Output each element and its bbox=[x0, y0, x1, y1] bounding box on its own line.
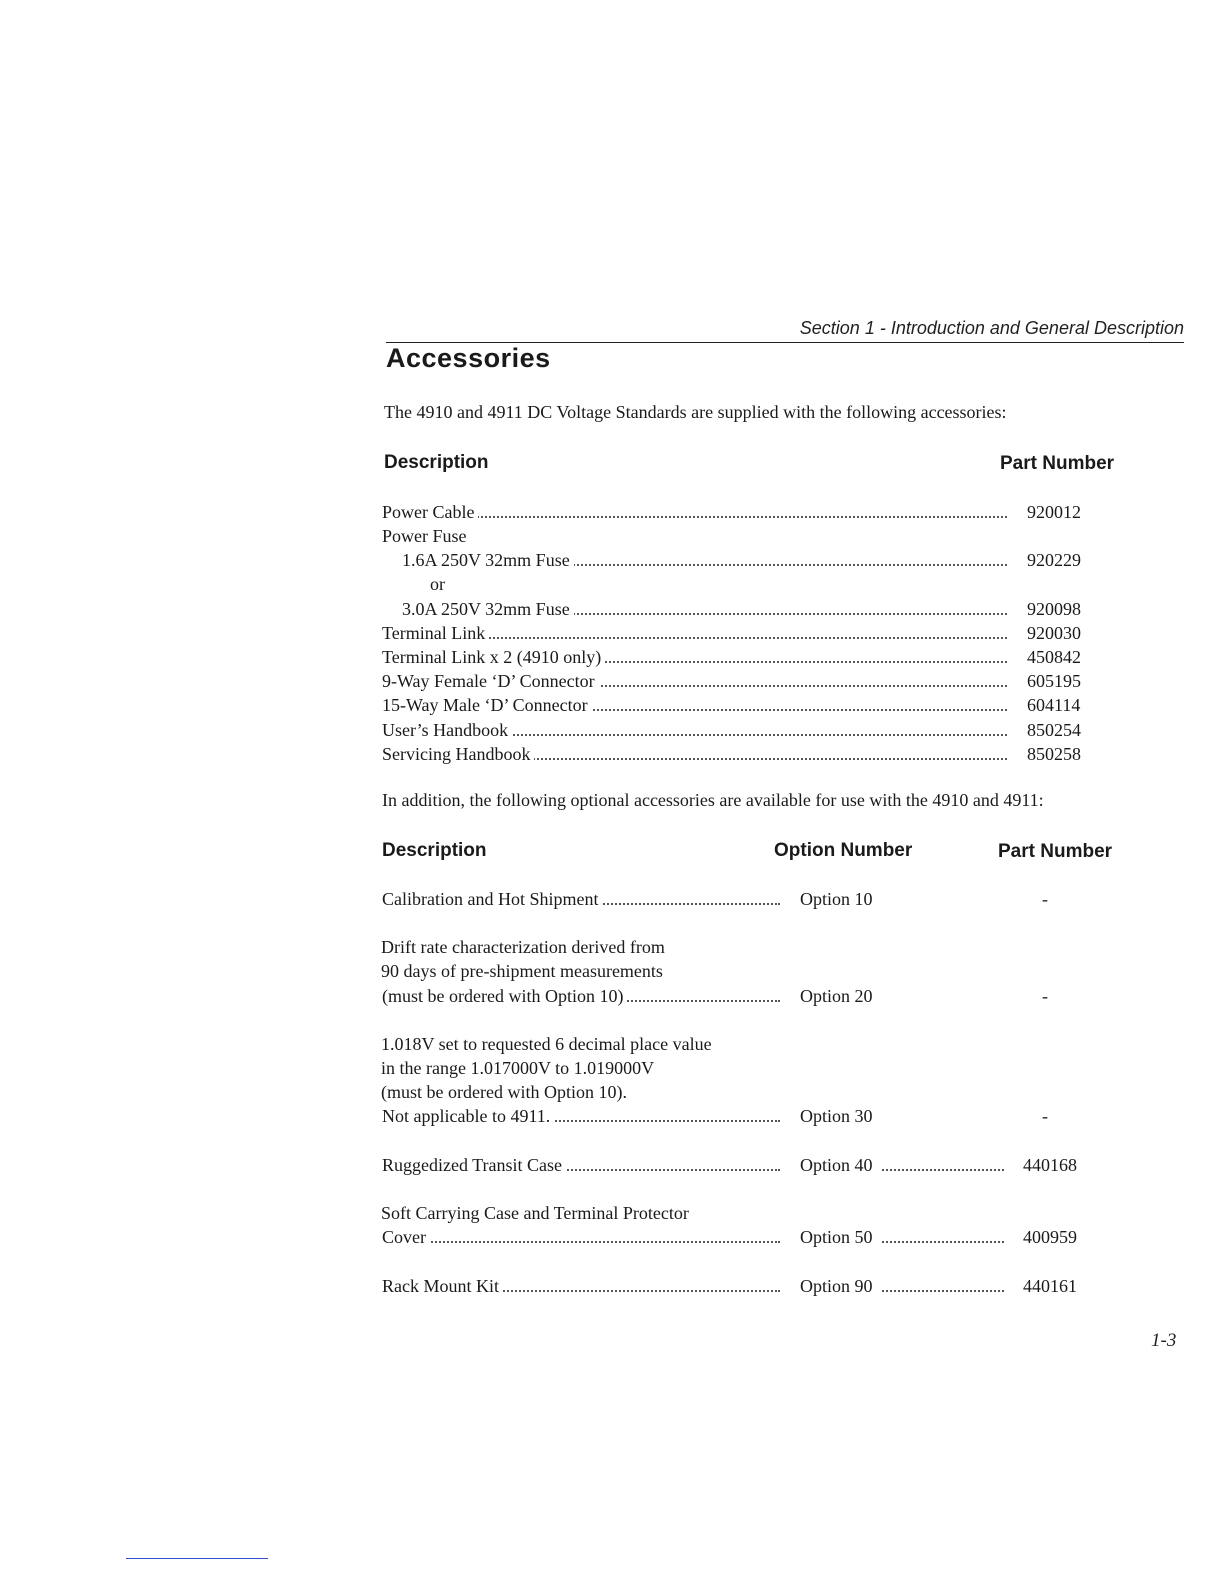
option-number: Option 30 bbox=[800, 1106, 873, 1126]
addition-paragraph: In addition, the following optional accessories are available for use with the 4910 and 4911: bbox=[382, 790, 1044, 810]
part-number: 920229 bbox=[1027, 550, 1081, 570]
table2-row-option-20 bbox=[382, 984, 1182, 1008]
table2-row-option-40 bbox=[382, 1153, 1182, 1177]
item-label: 15-Way Male ‘D’ Connector bbox=[382, 693, 592, 717]
item-label: Cover bbox=[382, 1225, 430, 1249]
part-number: 920012 bbox=[1027, 502, 1081, 522]
leader-dots bbox=[392, 516, 1007, 518]
item-label: User’s Handbook bbox=[382, 718, 512, 742]
table1-part-header: Part Number bbox=[1000, 453, 1115, 474]
leader-dots bbox=[392, 1241, 780, 1243]
page-title: Accessories bbox=[386, 343, 551, 373]
part-number: - bbox=[1042, 1106, 1048, 1126]
table2-row-option-90 bbox=[382, 1274, 1182, 1298]
part-number: 605195 bbox=[1027, 671, 1081, 691]
table2-description-header: Description bbox=[382, 840, 487, 861]
option-number: Option 90 bbox=[800, 1274, 877, 1298]
page-number: 1-3 bbox=[1151, 1330, 1177, 1351]
part-number: 850254 bbox=[1027, 720, 1081, 740]
part-number: - bbox=[1042, 889, 1048, 909]
bottom-rule bbox=[126, 1558, 268, 1559]
item-label: 9-Way Female ‘D’ Connector bbox=[382, 669, 599, 693]
table2-row-option-10 bbox=[382, 887, 1182, 911]
table2-option-header: Option Number bbox=[774, 840, 913, 861]
option-30-line-1: 1.018V set to requested 6 decimal place value bbox=[381, 1034, 712, 1054]
table2-row-option-30 bbox=[382, 1104, 1182, 1128]
option-50-line-1: Soft Carrying Case and Terminal Protector bbox=[381, 1203, 689, 1223]
item-label: 1.6A 250V 32mm Fuse bbox=[402, 548, 574, 572]
option-20-line-1: Drift rate characterization derived from bbox=[381, 937, 665, 957]
part-number: 850258 bbox=[1027, 744, 1081, 764]
part-number: 450842 bbox=[1027, 647, 1081, 667]
item-label: Terminal Link x 2 (4910 only) bbox=[382, 645, 605, 669]
part-number: 920098 bbox=[1027, 599, 1081, 619]
leader-dots bbox=[882, 1169, 1004, 1171]
table2-row-option-50 bbox=[382, 1225, 1182, 1249]
option-number: Option 50 bbox=[800, 1225, 877, 1249]
item-label: Terminal Link bbox=[382, 621, 489, 645]
section-header: Section 1 - Introduction and General Description bbox=[799, 318, 1184, 338]
option-30-line-3: (must be ordered with Option 10). bbox=[381, 1082, 627, 1102]
option-number: Option 20 bbox=[800, 986, 873, 1006]
leader-dots bbox=[882, 1290, 1004, 1292]
part-number: 440168 bbox=[1023, 1155, 1077, 1175]
or-label: or bbox=[430, 574, 445, 594]
option-30-line-2: in the range 1.017000V to 1.019000V bbox=[381, 1058, 655, 1078]
table1-description-header: Description bbox=[384, 452, 489, 473]
part-number: - bbox=[1042, 986, 1048, 1006]
part-number: 604114 bbox=[1027, 695, 1081, 715]
option-number: Option 40 bbox=[800, 1153, 877, 1177]
item-label: Calibration and Hot Shipment bbox=[382, 887, 602, 911]
power-fuse-label: Power Fuse bbox=[382, 526, 467, 546]
part-number: 920030 bbox=[1027, 623, 1081, 643]
item-label: Rack Mount Kit bbox=[382, 1274, 503, 1298]
option-20-line-2: 90 days of pre-shipment measurements bbox=[381, 961, 663, 981]
item-label: Servicing Handbook bbox=[382, 742, 534, 766]
item-label: (must be ordered with Option 10) bbox=[382, 984, 627, 1008]
option-number: Option 10 bbox=[800, 889, 873, 909]
leader-dots bbox=[882, 1241, 1004, 1243]
intro-paragraph: The 4910 and 4911 DC Voltage Standards are supplied with the following accessories: bbox=[384, 402, 1007, 422]
table2-part-header: Part Number bbox=[998, 841, 1113, 862]
item-label: Ruggedized Transit Case bbox=[382, 1153, 566, 1177]
part-number: 440161 bbox=[1023, 1276, 1077, 1296]
item-label: 3.0A 250V 32mm Fuse bbox=[402, 597, 574, 621]
item-label: Power Cable bbox=[382, 500, 478, 524]
item-label: Not applicable to 4911. bbox=[382, 1104, 554, 1128]
part-number: 400959 bbox=[1023, 1227, 1077, 1247]
